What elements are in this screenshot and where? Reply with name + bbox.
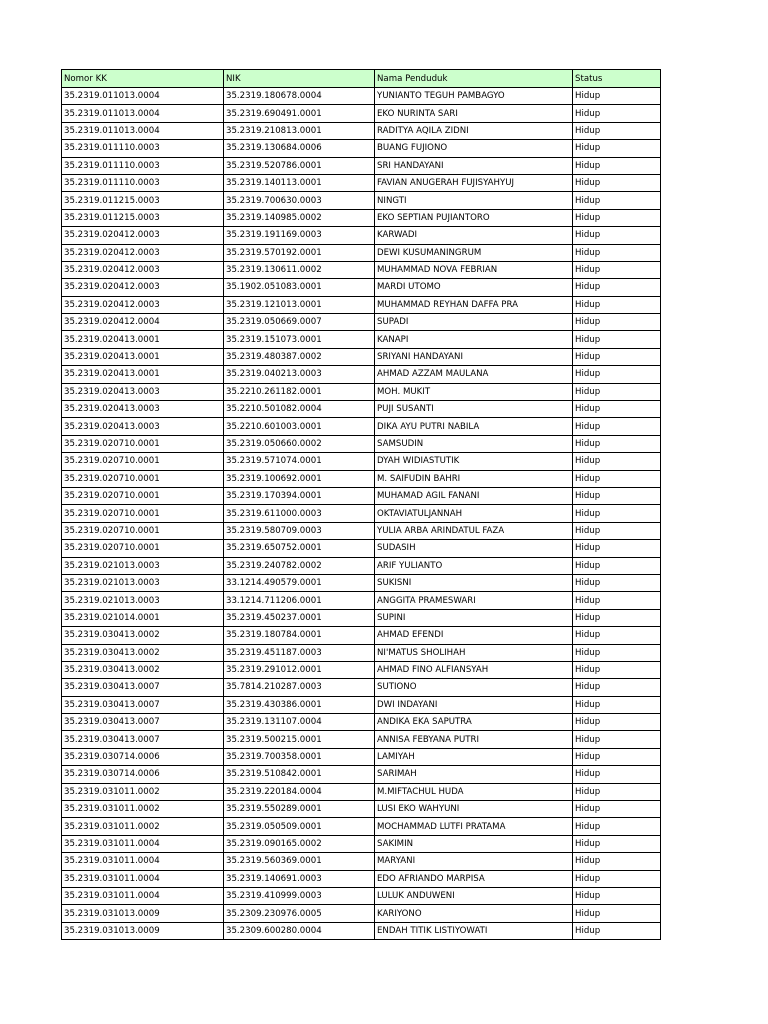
cell-nama-penduduk: RADITYA AQILA ZIDNI [375, 122, 573, 139]
cell-status: Hidup [573, 540, 661, 557]
cell-nama-penduduk: SAKIMIN [375, 835, 573, 852]
cell-nik: 33.1214.490579.0001 [224, 574, 375, 591]
cell-status: Hidup [573, 122, 661, 139]
table-row [62, 227, 661, 244]
cell-status: Hidup [573, 644, 661, 661]
cell-nama-penduduk: PUJI SUSANTI [375, 401, 573, 418]
table-row [62, 331, 661, 348]
cell-nama-penduduk: EKO SEPTIAN PUJIANTORO [375, 209, 573, 226]
table-row [62, 435, 661, 452]
table-row [62, 157, 661, 174]
cell-nama-penduduk: KANAPI [375, 331, 573, 348]
cell-nama-penduduk: SUKISNI [375, 574, 573, 591]
cell-status: Hidup [573, 922, 661, 939]
cell-nomor-kk: 35.2319.011013.0004 [62, 122, 224, 139]
cell-status: Hidup [573, 783, 661, 800]
table-header-row [62, 70, 661, 88]
cell-nik: 35.2319.430386.0001 [224, 696, 375, 713]
cell-status: Hidup [573, 835, 661, 852]
cell-nik: 35.2319.690491.0001 [224, 105, 375, 122]
table-row [62, 783, 661, 800]
cell-nik: 35.2319.520786.0001 [224, 157, 375, 174]
table-row [62, 122, 661, 139]
cell-nomor-kk: 35.2319.020413.0001 [62, 366, 224, 383]
cell-nomor-kk: 35.2319.030413.0007 [62, 714, 224, 731]
table-row [62, 679, 661, 696]
cell-nama-penduduk: YULIA ARBA ARINDATUL FAZA [375, 522, 573, 539]
cell-nama-penduduk: NINGTI [375, 192, 573, 209]
table-row [62, 88, 661, 105]
cell-nama-penduduk: DEWI KUSUMANINGRUM [375, 244, 573, 261]
cell-nomor-kk: 35.2319.021013.0003 [62, 574, 224, 591]
cell-nama-penduduk: SRIYANI HANDAYANI [375, 348, 573, 365]
cell-nama-penduduk: NI'MATUS SHOLIHAH [375, 644, 573, 661]
cell-status: Hidup [573, 401, 661, 418]
cell-nama-penduduk: DWI INDAYANI [375, 696, 573, 713]
table-body [62, 88, 661, 940]
cell-nik: 35.2319.570192.0001 [224, 244, 375, 261]
cell-status: Hidup [573, 331, 661, 348]
cell-nama-penduduk: SAMSUDIN [375, 435, 573, 452]
cell-nama-penduduk: AHMAD EFENDI [375, 627, 573, 644]
cell-status: Hidup [573, 227, 661, 244]
cell-nama-penduduk: DYAH WIDIASTUTIK [375, 453, 573, 470]
cell-status: Hidup [573, 470, 661, 487]
cell-nik: 35.2319.700630.0003 [224, 192, 375, 209]
table-row [62, 192, 661, 209]
cell-nomor-kk: 35.2319.011215.0003 [62, 209, 224, 226]
cell-nomor-kk: 35.2319.021014.0001 [62, 609, 224, 626]
cell-nomor-kk: 35.2319.030714.0006 [62, 766, 224, 783]
cell-nik: 35.2319.451187.0003 [224, 644, 375, 661]
table-row [62, 714, 661, 731]
cell-status: Hidup [573, 383, 661, 400]
table-row [62, 418, 661, 435]
table-row [62, 870, 661, 887]
cell-nomor-kk: 35.2319.020710.0001 [62, 540, 224, 557]
cell-status: Hidup [573, 157, 661, 174]
cell-status: Hidup [573, 557, 661, 574]
cell-nik: 35.2319.100692.0001 [224, 470, 375, 487]
table-row [62, 383, 661, 400]
cell-nama-penduduk: M.MIFTACHUL HUDA [375, 783, 573, 800]
cell-nik: 35.2319.450237.0001 [224, 609, 375, 626]
table-row [62, 592, 661, 609]
cell-nik: 35.2210.601003.0001 [224, 418, 375, 435]
cell-nama-penduduk: AHMAD FINO ALFIANSYAH [375, 661, 573, 678]
cell-nik: 35.2319.700358.0001 [224, 748, 375, 765]
table-row [62, 401, 661, 418]
table-row [62, 609, 661, 626]
cell-nomor-kk: 35.2319.030714.0006 [62, 748, 224, 765]
cell-status: Hidup [573, 453, 661, 470]
cell-nama-penduduk: MARYANI [375, 853, 573, 870]
cell-nama-penduduk: AHMAD AZZAM MAULANA [375, 366, 573, 383]
cell-nomor-kk: 35.2319.031013.0009 [62, 922, 224, 939]
cell-nomor-kk: 35.2319.031011.0002 [62, 783, 224, 800]
cell-nomor-kk: 35.2319.020710.0001 [62, 453, 224, 470]
cell-status: Hidup [573, 661, 661, 678]
cell-nomor-kk: 35.2319.030413.0007 [62, 679, 224, 696]
table-row [62, 505, 661, 522]
cell-nomor-kk: 35.2319.011110.0003 [62, 157, 224, 174]
cell-nama-penduduk: LAMIYAH [375, 748, 573, 765]
cell-nomor-kk: 35.2319.030413.0007 [62, 696, 224, 713]
header-nik: NIK [224, 70, 375, 88]
cell-nomor-kk: 35.2319.020710.0001 [62, 505, 224, 522]
cell-nama-penduduk: M. SAIFUDIN BAHRI [375, 470, 573, 487]
cell-status: Hidup [573, 487, 661, 504]
table-row [62, 835, 661, 852]
cell-nomor-kk: 35.2319.031011.0004 [62, 853, 224, 870]
cell-nomor-kk: 35.2319.020413.0001 [62, 331, 224, 348]
cell-nama-penduduk: ENDAH TITIK LISTIYOWATI [375, 922, 573, 939]
table-row [62, 174, 661, 191]
cell-nama-penduduk: OKTAVIATULJANNAH [375, 505, 573, 522]
cell-status: Hidup [573, 174, 661, 191]
table-row [62, 244, 661, 261]
cell-nomor-kk: 35.2319.020413.0003 [62, 401, 224, 418]
cell-status: Hidup [573, 279, 661, 296]
cell-nik: 35.2319.121013.0001 [224, 296, 375, 313]
cell-nama-penduduk: MUHAMMAD NOVA FEBRIAN [375, 261, 573, 278]
cell-status: Hidup [573, 714, 661, 731]
cell-nama-penduduk: KARWADI [375, 227, 573, 244]
table-row [62, 209, 661, 226]
cell-status: Hidup [573, 905, 661, 922]
table-row [62, 540, 661, 557]
cell-nik: 35.2319.130684.0006 [224, 140, 375, 157]
table-row [62, 696, 661, 713]
table-row [62, 574, 661, 591]
cell-nik: 35.2319.550289.0001 [224, 801, 375, 818]
cell-status: Hidup [573, 244, 661, 261]
cell-nik: 35.2319.611000.0003 [224, 505, 375, 522]
cell-nomor-kk: 35.2319.020412.0003 [62, 296, 224, 313]
table-row [62, 818, 661, 835]
cell-nomor-kk: 35.2319.021013.0003 [62, 592, 224, 609]
cell-nomor-kk: 35.2319.031011.0004 [62, 835, 224, 852]
table-row [62, 140, 661, 157]
cell-nik: 35.2319.180678.0004 [224, 88, 375, 105]
header-status: Status [573, 70, 661, 88]
cell-nik: 33.1214.711206.0001 [224, 592, 375, 609]
table-row [62, 557, 661, 574]
cell-nama-penduduk: FAVIAN ANUGERAH FUJISYAHYUJ [375, 174, 573, 191]
cell-nomor-kk: 35.2319.020412.0003 [62, 227, 224, 244]
cell-nama-penduduk: ARIF YULIANTO [375, 557, 573, 574]
table-row [62, 453, 661, 470]
cell-status: Hidup [573, 261, 661, 278]
cell-nomor-kk: 35.2319.011215.0003 [62, 192, 224, 209]
cell-nik: 35.2319.500215.0001 [224, 731, 375, 748]
cell-nomor-kk: 35.2319.020710.0001 [62, 522, 224, 539]
cell-nik: 35.2319.191169.0003 [224, 227, 375, 244]
cell-nama-penduduk: SUDASIH [375, 540, 573, 557]
table-row [62, 105, 661, 122]
cell-nik: 35.7814.210287.0003 [224, 679, 375, 696]
cell-status: Hidup [573, 435, 661, 452]
cell-status: Hidup [573, 140, 661, 157]
cell-nik: 35.2210.261182.0001 [224, 383, 375, 400]
cell-nama-penduduk: MOH. MUKIT [375, 383, 573, 400]
table-row [62, 905, 661, 922]
cell-nomor-kk: 35.2319.011013.0004 [62, 88, 224, 105]
table-row [62, 644, 661, 661]
cell-nik: 35.2319.130611.0002 [224, 261, 375, 278]
cell-nik: 35.2210.501082.0004 [224, 401, 375, 418]
table-row [62, 261, 661, 278]
table-row [62, 766, 661, 783]
table-row [62, 522, 661, 539]
cell-nomor-kk: 35.2319.031011.0002 [62, 801, 224, 818]
cell-nomor-kk: 35.2319.031011.0004 [62, 887, 224, 904]
cell-nik: 35.2309.230976.0005 [224, 905, 375, 922]
cell-nomor-kk: 35.2319.031013.0009 [62, 905, 224, 922]
cell-nik: 35.2319.410999.0003 [224, 887, 375, 904]
cell-nama-penduduk: LUSI EKO WAHYUNI [375, 801, 573, 818]
cell-nomor-kk: 35.2319.020413.0001 [62, 348, 224, 365]
cell-nama-penduduk: SRI HANDAYANI [375, 157, 573, 174]
cell-nomor-kk: 35.2319.020413.0003 [62, 383, 224, 400]
cell-status: Hidup [573, 766, 661, 783]
population-table [61, 69, 661, 940]
cell-nama-penduduk: MUHAMMAD REYHAN DAFFA PRA [375, 296, 573, 313]
table-row [62, 279, 661, 296]
cell-nomor-kk: 35.2319.020710.0001 [62, 435, 224, 452]
cell-status: Hidup [573, 522, 661, 539]
cell-status: Hidup [573, 853, 661, 870]
cell-nik: 35.2319.240782.0002 [224, 557, 375, 574]
cell-nomor-kk: 35.2319.030413.0002 [62, 627, 224, 644]
cell-nik: 35.2319.140113.0001 [224, 174, 375, 191]
cell-nomor-kk: 35.2319.020710.0001 [62, 470, 224, 487]
cell-status: Hidup [573, 609, 661, 626]
cell-nama-penduduk: SUPADI [375, 314, 573, 331]
cell-nama-penduduk: ANDIKA EKA SAPUTRA [375, 714, 573, 731]
cell-nomor-kk: 35.2319.031011.0002 [62, 818, 224, 835]
cell-nomor-kk: 35.2319.020412.0003 [62, 279, 224, 296]
cell-nik: 35.2319.131107.0004 [224, 714, 375, 731]
cell-nama-penduduk: DIKA AYU PUTRI NABILA [375, 418, 573, 435]
table-row [62, 731, 661, 748]
cell-nik: 35.2319.220184.0004 [224, 783, 375, 800]
table-row [62, 314, 661, 331]
table-row [62, 853, 661, 870]
table-row [62, 296, 661, 313]
table-row [62, 748, 661, 765]
cell-nik: 35.2319.480387.0002 [224, 348, 375, 365]
cell-nik: 35.2319.140985.0002 [224, 209, 375, 226]
cell-nik: 35.2319.050509.0001 [224, 818, 375, 835]
cell-nik: 35.2319.050660.0002 [224, 435, 375, 452]
cell-status: Hidup [573, 679, 661, 696]
cell-status: Hidup [573, 505, 661, 522]
cell-status: Hidup [573, 209, 661, 226]
table-row [62, 470, 661, 487]
cell-status: Hidup [573, 731, 661, 748]
cell-nomor-kk: 35.2319.020412.0004 [62, 314, 224, 331]
cell-nik: 35.2319.170394.0001 [224, 487, 375, 504]
cell-status: Hidup [573, 192, 661, 209]
cell-nik: 35.2319.140691.0003 [224, 870, 375, 887]
cell-status: Hidup [573, 696, 661, 713]
cell-status: Hidup [573, 366, 661, 383]
cell-nomor-kk: 35.2319.020710.0001 [62, 487, 224, 504]
cell-nomor-kk: 35.2319.020413.0003 [62, 418, 224, 435]
cell-nama-penduduk: SUPINI [375, 609, 573, 626]
cell-nomor-kk: 35.2319.011110.0003 [62, 174, 224, 191]
table-row [62, 801, 661, 818]
cell-nik: 35.2319.090165.0002 [224, 835, 375, 852]
cell-nik: 35.2319.210813.0001 [224, 122, 375, 139]
cell-nama-penduduk: MUHAMAD AGIL FANANI [375, 487, 573, 504]
table-row [62, 627, 661, 644]
header-nama-penduduk: Nama Penduduk [375, 70, 573, 88]
cell-status: Hidup [573, 627, 661, 644]
table-row [62, 661, 661, 678]
cell-status: Hidup [573, 887, 661, 904]
cell-nomor-kk: 35.2319.020412.0003 [62, 261, 224, 278]
cell-nama-penduduk: ANNISA FEBYANA PUTRI [375, 731, 573, 748]
cell-nama-penduduk: EDO AFRIANDO MARPISA [375, 870, 573, 887]
cell-nama-penduduk: EKO NURINTA SARI [375, 105, 573, 122]
table-row [62, 366, 661, 383]
cell-status: Hidup [573, 348, 661, 365]
cell-nomor-kk: 35.2319.020412.0003 [62, 244, 224, 261]
cell-nomor-kk: 35.2319.031011.0004 [62, 870, 224, 887]
cell-status: Hidup [573, 418, 661, 435]
cell-nik: 35.2319.291012.0001 [224, 661, 375, 678]
cell-nik: 35.2319.151073.0001 [224, 331, 375, 348]
cell-nik: 35.2309.600280.0004 [224, 922, 375, 939]
cell-nama-penduduk: LULUK ANDUWENI [375, 887, 573, 904]
cell-nik: 35.2319.180784.0001 [224, 627, 375, 644]
cell-status: Hidup [573, 314, 661, 331]
cell-nik: 35.2319.571074.0001 [224, 453, 375, 470]
cell-nik: 35.2319.560369.0001 [224, 853, 375, 870]
cell-status: Hidup [573, 870, 661, 887]
cell-nama-penduduk: YUNIANTO TEGUH PAMBAGYO [375, 88, 573, 105]
cell-nomor-kk: 35.2319.030413.0007 [62, 731, 224, 748]
table-row [62, 487, 661, 504]
cell-nik: 35.2319.510842.0001 [224, 766, 375, 783]
cell-nama-penduduk: ANGGITA PRAMESWARI [375, 592, 573, 609]
cell-nik: 35.2319.580709.0003 [224, 522, 375, 539]
cell-nama-penduduk: SARIMAH [375, 766, 573, 783]
cell-nomor-kk: 35.2319.021013.0003 [62, 557, 224, 574]
header-nomor-kk: Nomor KK [62, 70, 224, 88]
cell-nik: 35.2319.040213.0003 [224, 366, 375, 383]
cell-status: Hidup [573, 574, 661, 591]
cell-nama-penduduk: MOCHAMMAD LUTFI PRATAMA [375, 818, 573, 835]
cell-status: Hidup [573, 748, 661, 765]
cell-nama-penduduk: SUTIONO [375, 679, 573, 696]
table-row [62, 922, 661, 939]
cell-status: Hidup [573, 88, 661, 105]
cell-nama-penduduk: MARDI UTOMO [375, 279, 573, 296]
cell-nomor-kk: 35.2319.011110.0003 [62, 140, 224, 157]
table-row [62, 348, 661, 365]
cell-status: Hidup [573, 801, 661, 818]
cell-nomor-kk: 35.2319.030413.0002 [62, 644, 224, 661]
cell-nama-penduduk: BUANG FUJIONO [375, 140, 573, 157]
cell-nomor-kk: 35.2319.011013.0004 [62, 105, 224, 122]
cell-status: Hidup [573, 296, 661, 313]
cell-nama-penduduk: KARIYONO [375, 905, 573, 922]
cell-nik: 35.1902.051083.0001 [224, 279, 375, 296]
cell-nik: 35.2319.650752.0001 [224, 540, 375, 557]
table-row [62, 887, 661, 904]
cell-nik: 35.2319.050669.0007 [224, 314, 375, 331]
cell-status: Hidup [573, 818, 661, 835]
cell-status: Hidup [573, 592, 661, 609]
cell-nomor-kk: 35.2319.030413.0002 [62, 661, 224, 678]
cell-status: Hidup [573, 105, 661, 122]
